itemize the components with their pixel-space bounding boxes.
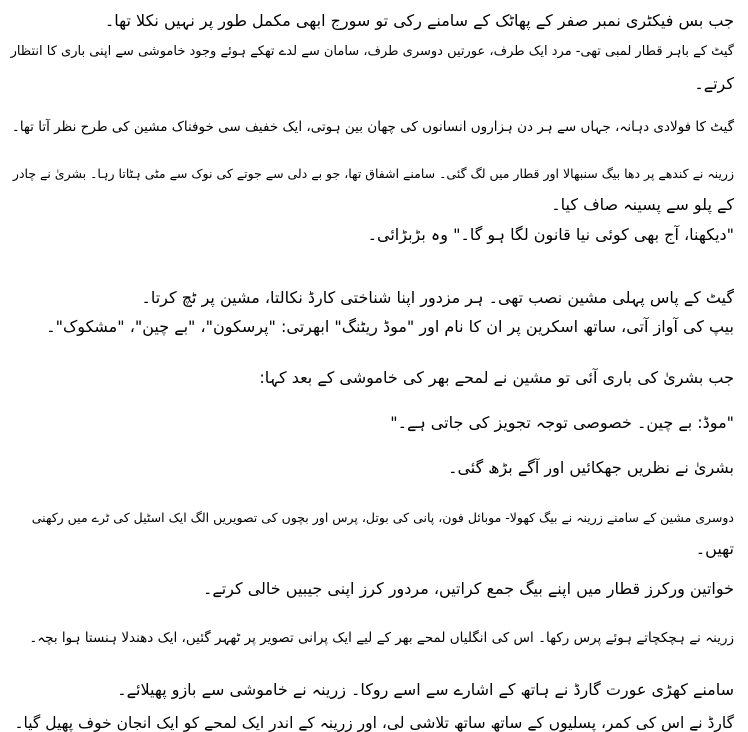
- text-line: گارڈ نے اس کی کمر، پسلیوں کے ساتھ ساتھ تلاشی لی، اور زرینہ کے اندر ایک لمحے کو ایک انجان خوف پھیل گیا۔: [14, 714, 734, 732]
- text-line: جب بس فیکٹری نمبر صفر کے پھاٹک کے سامنے رکی تو سورج ابھی مکمل طور پر نہیں نکلا تھا۔: [104, 11, 734, 30]
- text-line: کے پلو سے پسینہ صاف کیا۔: [551, 195, 734, 214]
- text-line: بشریٰ نے نظریں جھکائیں اور آگے بڑھ گئی۔: [448, 458, 734, 477]
- text-line: دوسری مشین کے سامنے زرینہ نے بیگ کھولا- موبائل فون، پانی کی بوتل، پرس اور بچوں کی تصویریں الگ ایک اسٹیل کی ٹرے میں رکھنی: [31, 510, 734, 525]
- text-line: گیٹ کا فولادی دہانہ، جہاں سے ہر دن ہزاروں انسانوں کی چھان بین ہوتی، ایک خفیف سی خوفناک مشین کی طرح نظر آتا تھا۔: [11, 119, 734, 135]
- text-line: تھیں۔: [695, 539, 734, 558]
- text-line: گیٹ کے باہر قطار لمبی تھی- مرد ایک طرف، عورتیں دوسری طرف، سامان سے لدے تھکے ہوئے وجود خاموشی سے اپنی باری کا انتظار: [10, 44, 734, 59]
- text-line: جب بشریٰ کی باری آئی تو مشین نے لمحے بھر کی خاموشی کے بعد کہا:: [259, 368, 734, 387]
- text-line: بیپ کی آواز آتی، ساتھ اسکرین پر ان کا نام اور "موڈ ریٹنگ" ابھرتی: "پرسکون"، "بے چین"، "مشکوک"۔: [46, 317, 734, 336]
- text-line: زرینہ نے کندھے پر دھا بیگ سنبھالا اور قطار میں لگ گئی۔ سامنے اشفاق تھا، جو بے دلی سے جوتے کی نوک سے مٹی ہٹاتا رہا۔ بشریٰ نے چادر: [12, 166, 734, 181]
- text-line: خواتین ورکرز قطار میں اپنے بیگ جمع کراتیں، مردور کرز اپنی جیبیں خالی کرتے۔: [202, 579, 734, 598]
- text-line: "دیکھنا، آج بھی کوئی نیا قانون لگا ہو گا۔" وہ بڑبڑائی۔: [367, 225, 734, 244]
- text-line: سامنے کھڑی عورت گارڈ نے ہاتھ کے اشارے سے اسے روکا۔ زرینہ نے خاموشی سے بازو پھیلائے۔: [117, 680, 734, 699]
- text-line: گیٹ کے پاس پہلی مشین نصب تھی۔ ہر مزدور اپنا شناختی کارڈ نکالتا، مشین پر ٹچ کرتا۔: [141, 288, 734, 307]
- text-line: کرتے۔: [694, 74, 734, 93]
- text-line: "موڈ: بے چین۔ خصوصی توجہ تجویز کی جاتی ہے۔": [390, 413, 734, 432]
- text-line: زرینہ نے ہچکچاتے ہوئے پرس رکھا۔ اس کی انگلیاں لمحے بھر کے لیے ایک پرانی تصویر پر ٹھہر گئیں، ایک دھندلا ہنستا ہوا بچہ۔: [29, 630, 734, 646]
